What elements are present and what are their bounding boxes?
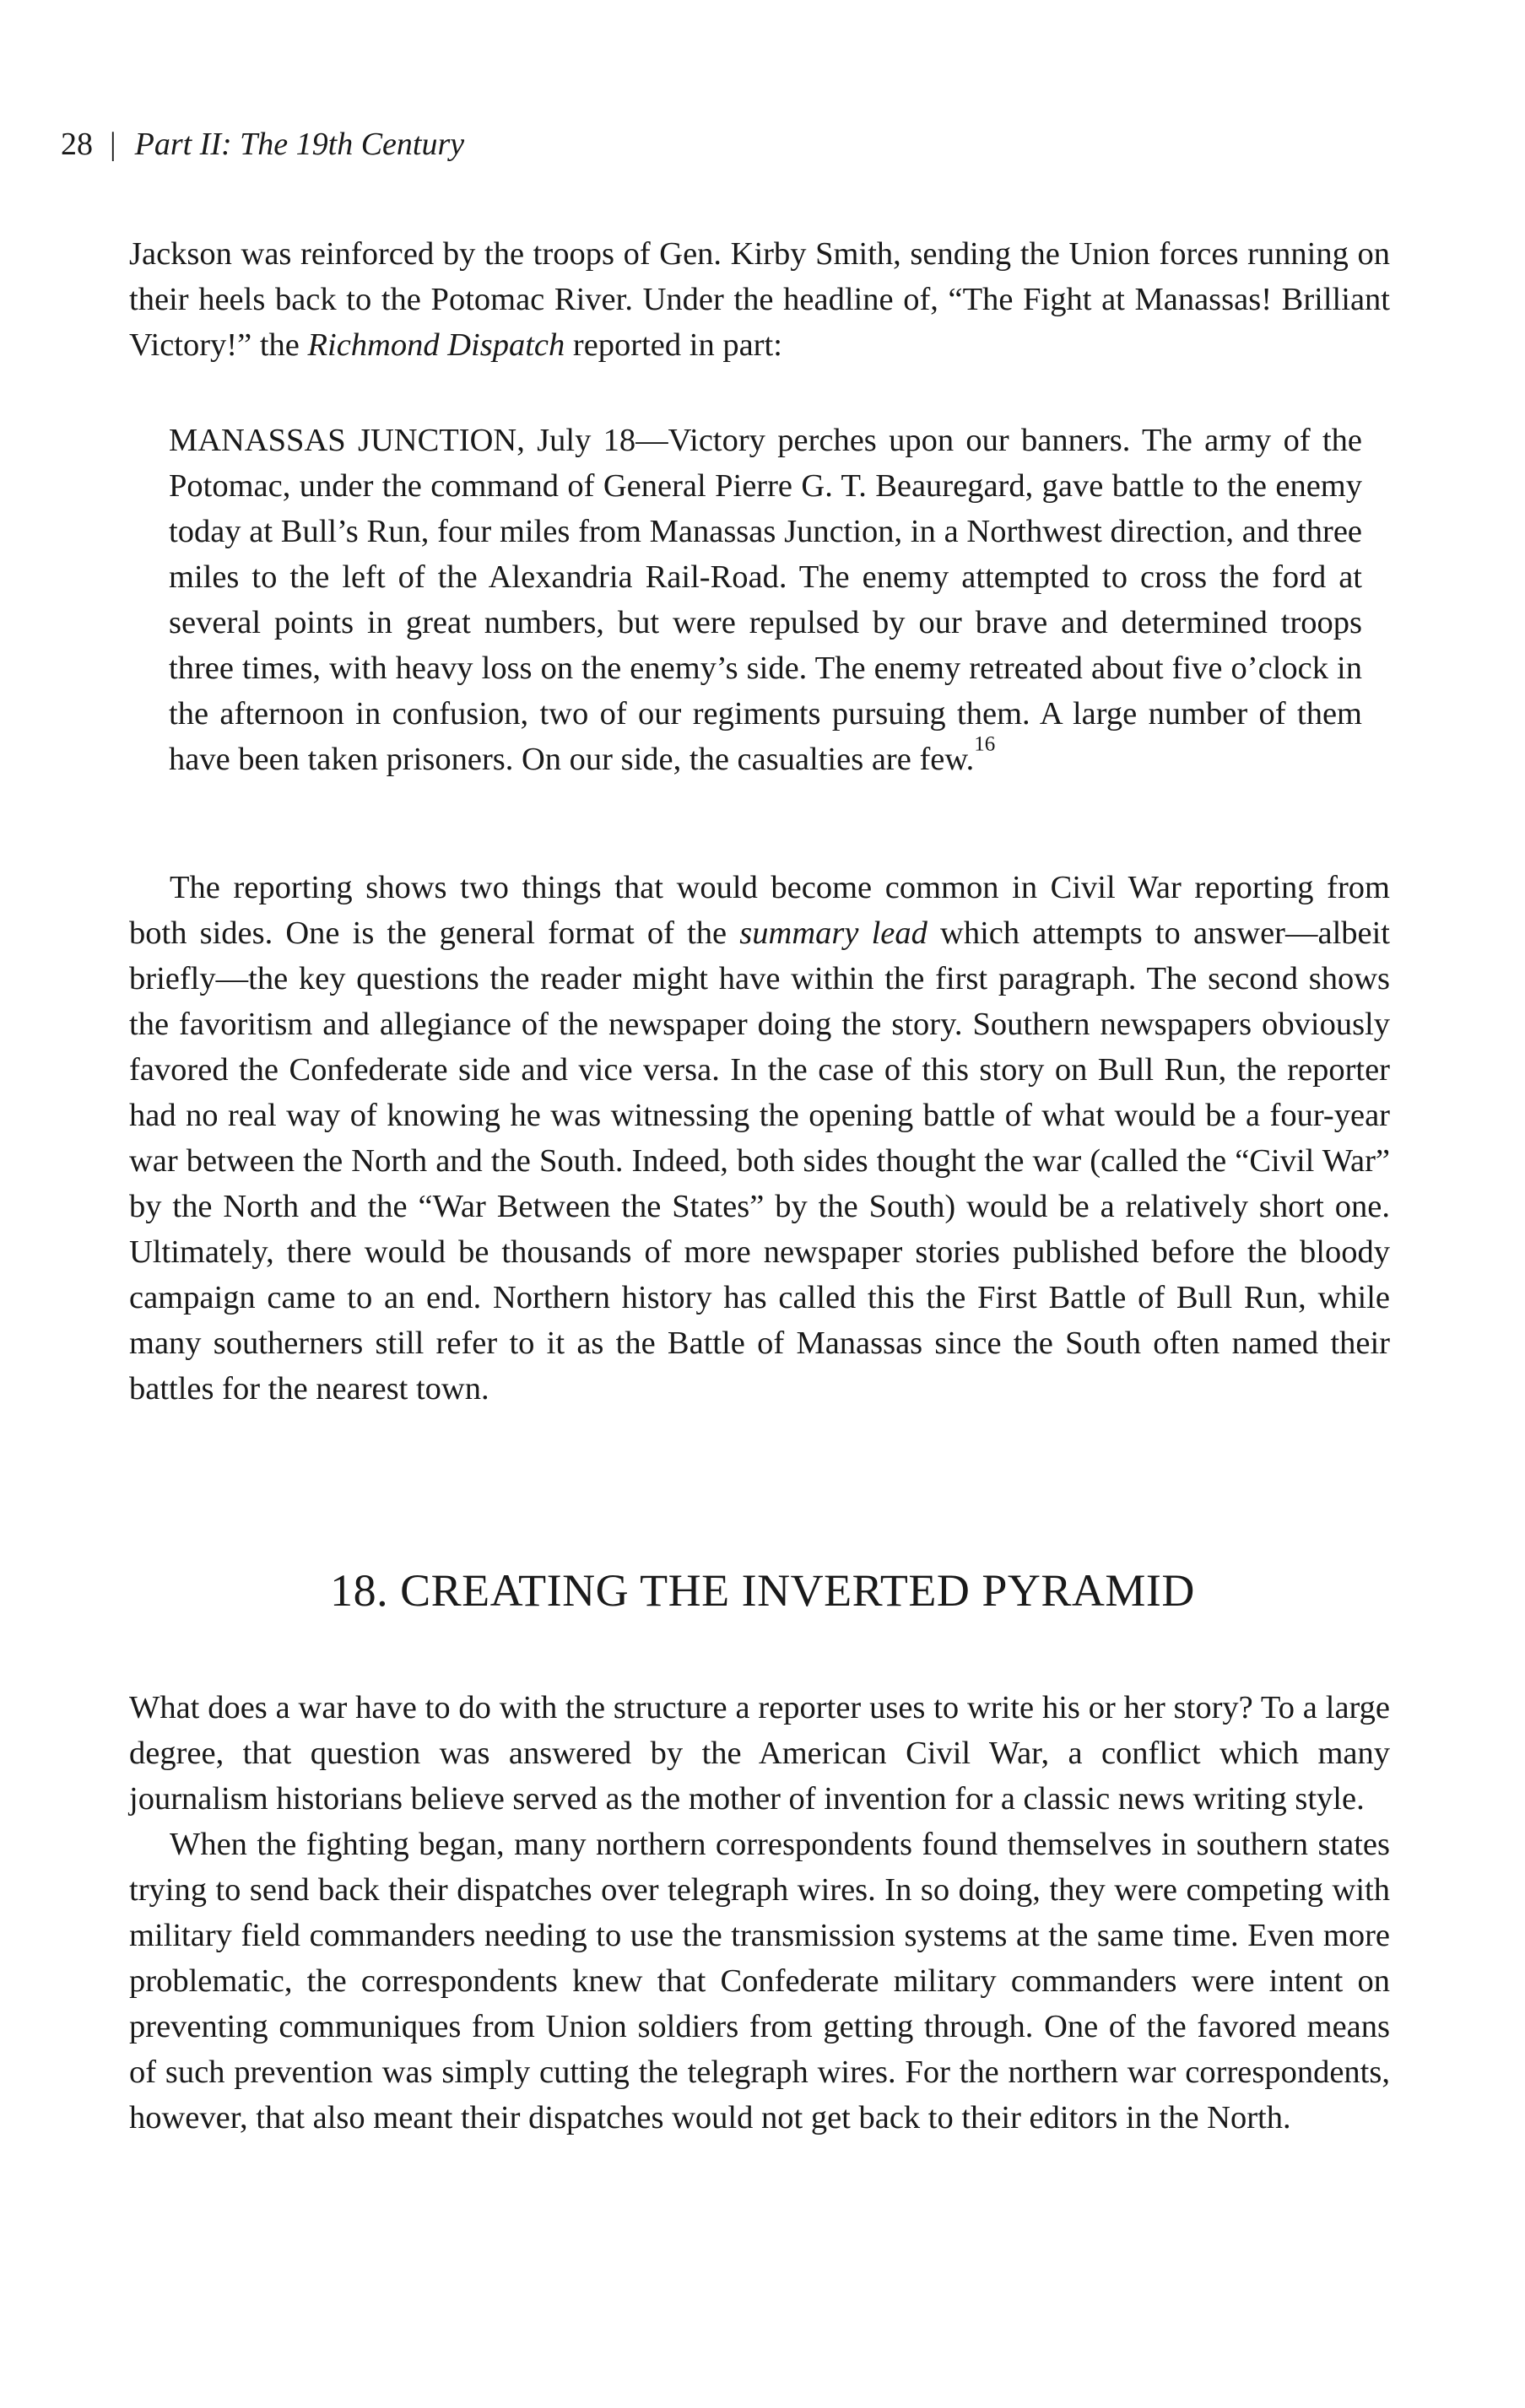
running-head-separator: | <box>110 127 116 162</box>
analysis-text <box>129 865 1390 1412</box>
summary-lead-term: summary lead <box>739 915 927 951</box>
analysis-paragraph <box>129 865 1390 1412</box>
newspaper-title: Richmond Dispatch <box>307 327 565 363</box>
intro-text-end: reported in part: <box>565 327 782 363</box>
page-number: 28 <box>61 127 93 162</box>
footnote-marker: 16 <box>974 732 996 756</box>
running-head-title: Part II: The 19th Century <box>134 127 465 162</box>
running-head <box>61 125 464 164</box>
quote-text: MANASSAS JUNCTION, July 18—Victory perches upon our banners. The army of the Potomac, under the command of General Pierre G. T. Beauregard, gave battle to the enemy today at Bull’s Run, four miles from Manassas Junction, in a Northwest direction, and three miles to the left of the Alexandria Rail-Road. The enemy attempted to cross the ford at several points in great numbers, but were repulsed by our brave and determined troops three times, with heavy loss on the enemy’s side. The enemy retreated about five o’clock in the afternoon in confusion, two of our regiments pursuing them. A large number of them have been taken prisoners. On our side, the casualties are few. <box>169 423 1362 777</box>
section-paragraph: What does a war have to do with the structure a reporter uses to write his or her story? To a large degree, that question was answered by the American Civil War, a conflict which many journalism historians believe served as the mother of invention for a classic news writing style. <box>129 1690 1390 1817</box>
intro-text-start: Jackson was reinforced by the troops of Gen. Kirby Smith, sending the Union forces running on their heels back to the Potomac River. Under the headline of, “The Fight at Manassas! Brilliant Victory!” the <box>129 236 1390 363</box>
section-paragraph: When the fighting began, many northern correspondents found themselves in southern states trying to send back their dispatches over telegraph wires. In so doing, they were competing with military field commanders needing to use the transmission systems at the same time. Even more problematic, the correspondents knew that Confederate military commanders were intent on preventing communiques from Union soldiers from getting through. One of the favored means of such prevention was simply cutting the telegraph wires. For the northern war correspondents, however, that also meant their dispatches would not get back to their editors in the North. <box>129 1827 1390 2135</box>
analysis-text-start: The reporting shows two things that would become common in Civil War reporting from both sides. One is the general format of the <box>129 870 1390 951</box>
intro-paragraph <box>129 231 1390 368</box>
analysis-text-end: which attempts to answer—albeit briefly—the key questions the reader might have within the first paragraph. The second shows the favoritism and allegiance of the newspaper doing the story. Southern newspapers obviously favored the Confederate side and vice versa. In the case of this story on Bull Run, the reporter had no real way of knowing he was witnessing the opening battle of what would be a four-year war between the North and the South. Indeed, both sides thought the war (called the “Civil War” by the North and the “War Between the States” by the South) would be a relatively short one. Ultimately, there would be thousands of more newspaper stories published before the bloody campaign came to an end. Northern history has called this the First Battle of Bull Run, while many southerners still refer to it as the Battle of Manassas since the South often named their battles for the nearest town. <box>129 915 1390 1406</box>
section-body <box>129 1685 1390 2141</box>
intro-text <box>129 231 1390 368</box>
section-heading: 18. CREATING THE INVERTED PYRAMID <box>330 1565 1195 1616</box>
block-quote <box>169 418 1362 782</box>
